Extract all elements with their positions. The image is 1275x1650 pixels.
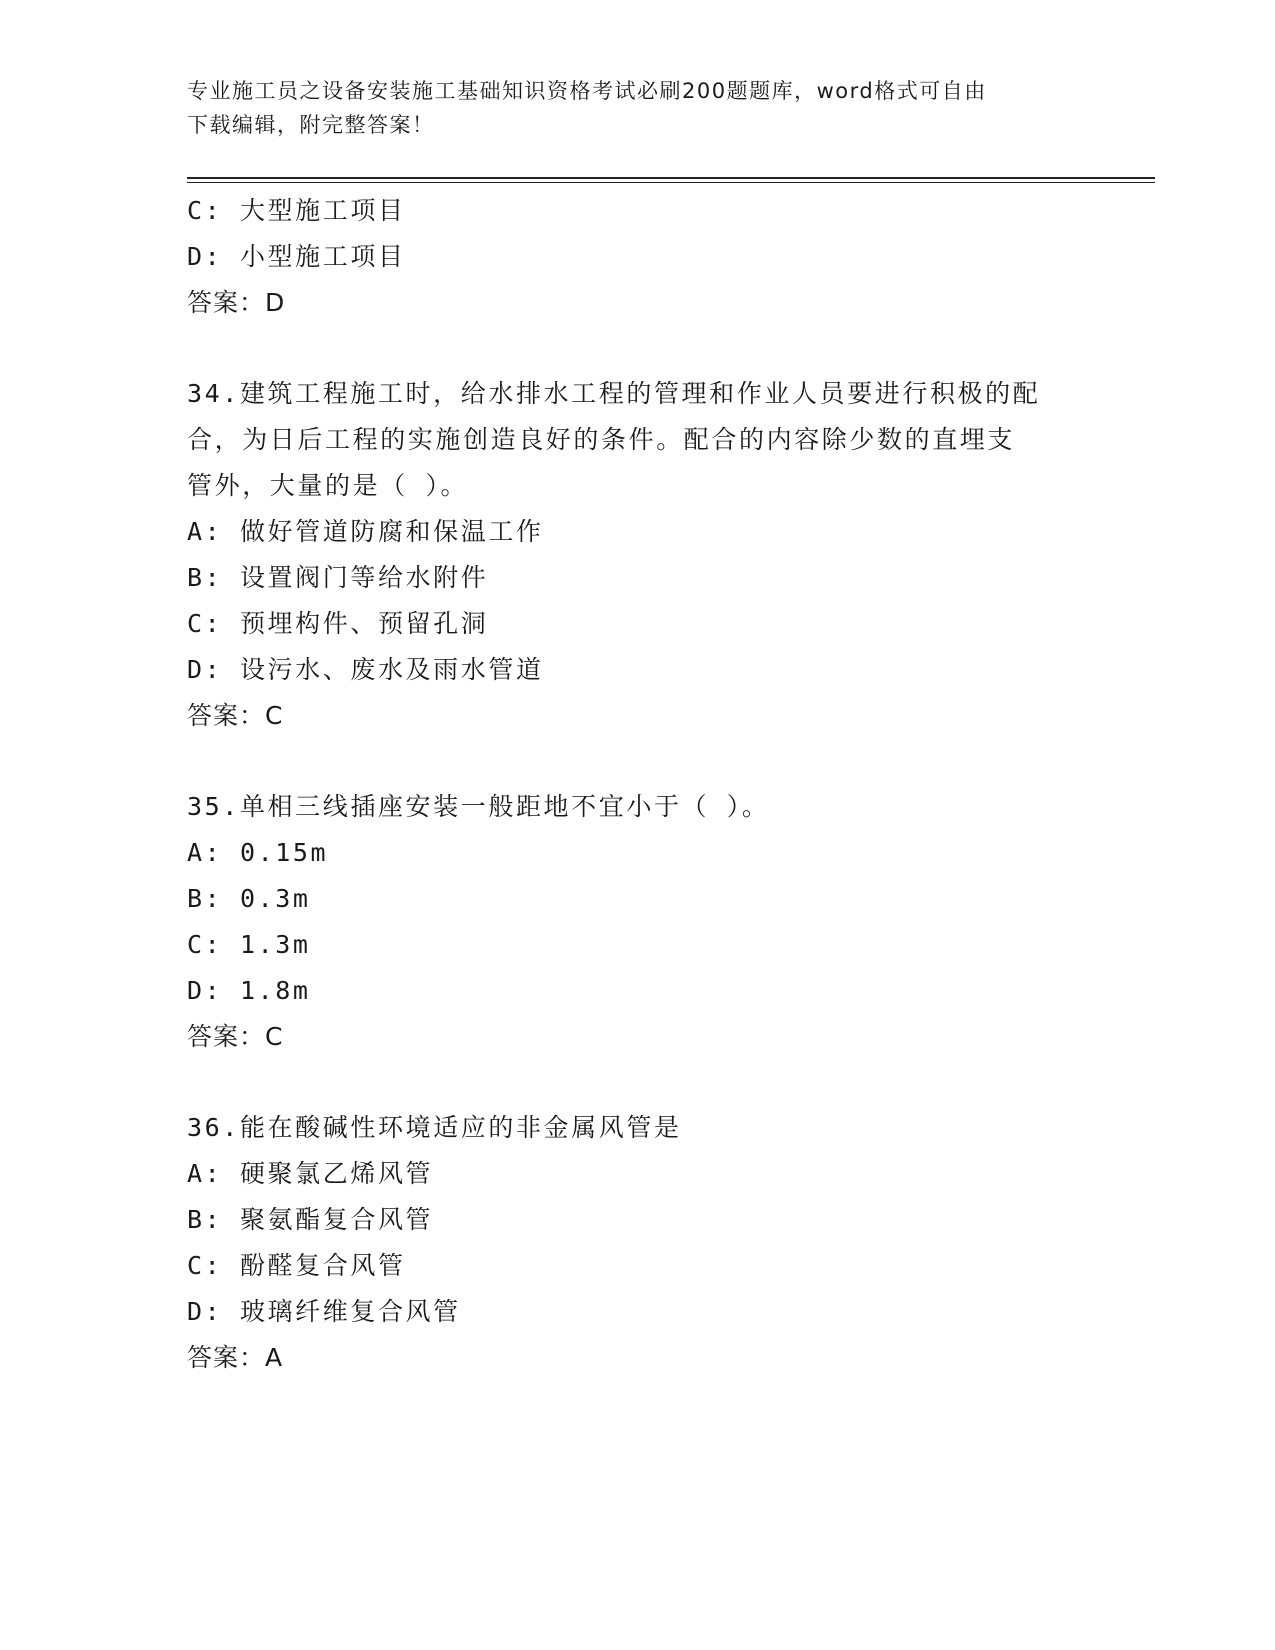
question-stem-line-1: 35.单相三线插座安装一般距地不宜小于（ ）。 — [187, 792, 770, 821]
question-stem-line-2: 合，为日后工程的实施创造良好的条件。配合的内容除少数的直埋支 — [187, 425, 1016, 454]
question-gap — [187, 739, 1087, 784]
question-34 — [187, 371, 1087, 739]
option-c: C: 大型施工项目 — [187, 196, 406, 225]
question-stem-line-1: 36.能在酸碱性环境适应的非金属风管是 — [187, 1113, 682, 1142]
answer-text: 答案：C — [187, 1022, 284, 1051]
option-a: A: 硬聚氯乙烯风管 — [187, 1159, 434, 1188]
question-36 — [187, 1105, 1087, 1381]
option-b: B: 0.3m — [187, 884, 311, 913]
option-a: A: 做好管道防腐和保温工作 — [187, 517, 544, 546]
option-b: B: 设置阀门等给水附件 — [187, 563, 489, 592]
option-c: C: 预埋构件、预留孔洞 — [187, 609, 489, 638]
question-stem-line-3: 管外，大量的是（ ）。 — [187, 471, 469, 500]
option-a: A: 0.15m — [187, 838, 329, 867]
question-list — [187, 188, 1087, 1381]
question-gap — [187, 1060, 1087, 1105]
document-header — [187, 74, 1067, 142]
answer-text: 答案：D — [187, 288, 286, 317]
option-b: B: 聚氨酯复合风管 — [187, 1205, 434, 1234]
header-title-line-2: 下载编辑，附完整答案！ — [187, 113, 435, 137]
header-divider-thick — [187, 177, 1155, 179]
option-d: D: 玻璃纤维复合风管 — [187, 1297, 461, 1326]
header-divider-thin — [187, 182, 1155, 183]
answer-text: 答案：A — [187, 1343, 284, 1372]
answer-text: 答案：C — [187, 701, 284, 730]
question-33-partial — [187, 188, 1087, 326]
option-d: D: 设污水、废水及雨水管道 — [187, 655, 544, 684]
option-c: C: 酚醛复合风管 — [187, 1251, 406, 1280]
question-35 — [187, 784, 1087, 1060]
option-d: D: 小型施工项目 — [187, 242, 406, 271]
question-gap — [187, 326, 1087, 371]
header-title-line-1: 专业施工员之设备安装施工基础知识资格考试必刷200题题库，word格式可自由 — [187, 79, 987, 103]
option-c: C: 1.3m — [187, 930, 311, 959]
option-d: D: 1.8m — [187, 976, 311, 1005]
question-stem-line-1: 34.建筑工程施工时，给水排水工程的管理和作业人员要进行积极的配 — [187, 379, 1041, 408]
